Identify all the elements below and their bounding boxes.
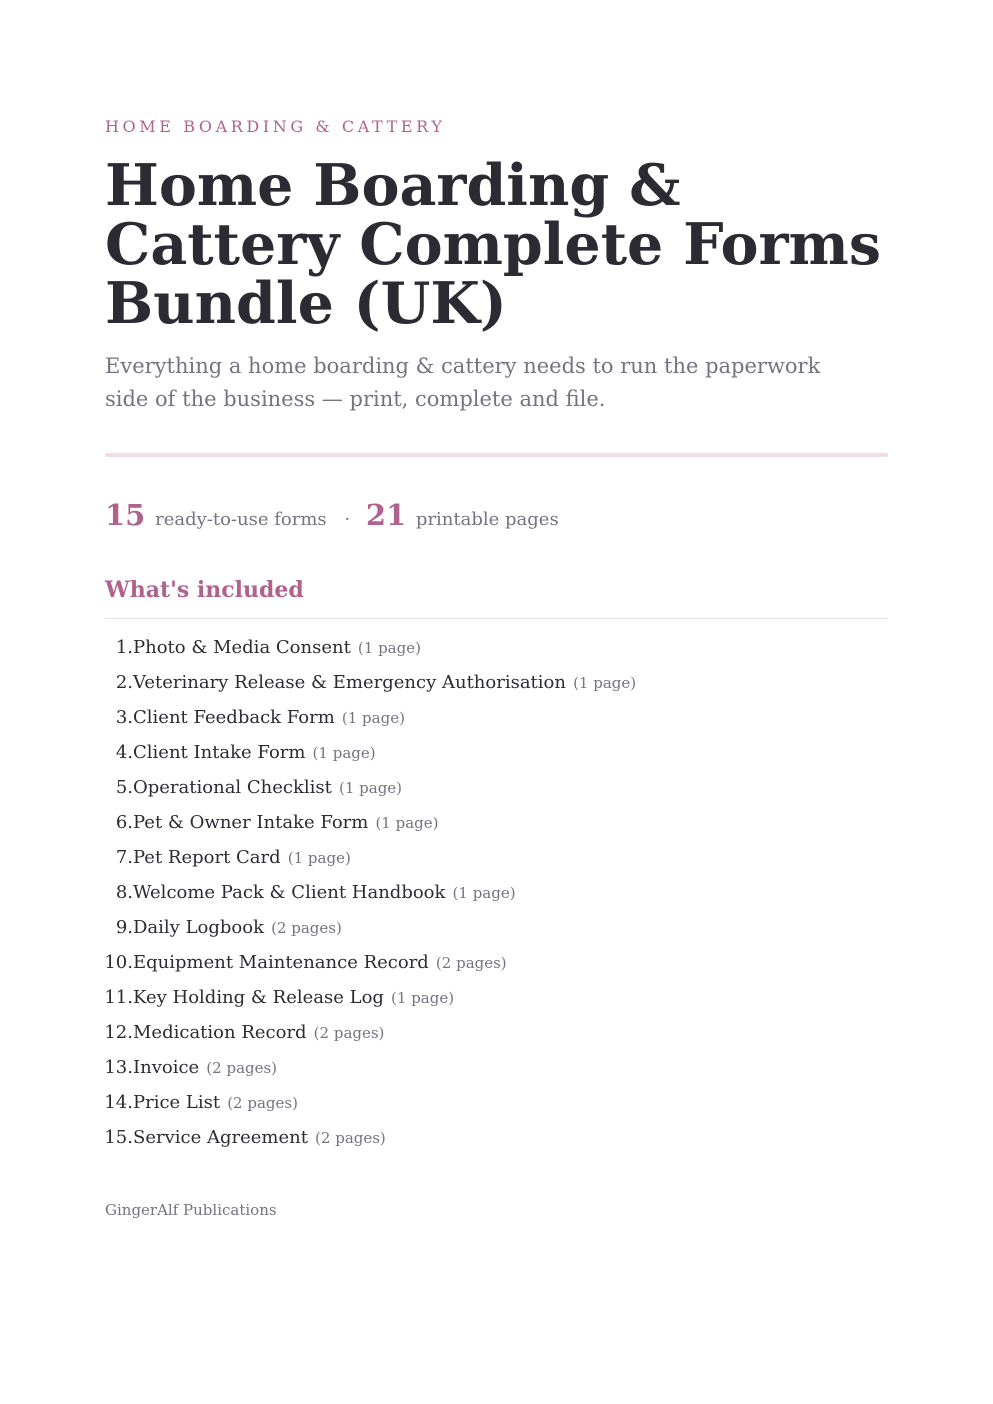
list-item [105, 947, 636, 982]
item-number: 3. [115, 707, 133, 728]
list-item [105, 667, 636, 702]
item-number: 5. [115, 777, 133, 798]
list-item [105, 1122, 636, 1157]
forms-count: 15 [105, 498, 146, 532]
list-item [105, 842, 636, 877]
list-item [105, 982, 636, 1017]
item-name: Pet Report Card [133, 847, 281, 868]
item-name: Client Feedback Form [133, 707, 335, 728]
item-number: 2. [115, 672, 133, 693]
item-number: 6. [115, 812, 133, 833]
item-pages: (2 pages) [313, 1024, 385, 1042]
item-number: 12. [104, 1022, 133, 1043]
item-name: Veterinary Release & Emergency Authorisation [133, 672, 566, 693]
item-pages: (2 pages) [206, 1059, 278, 1077]
page-subtitle: Everything a home boarding & cattery needs to run the paperwork side of the business — print, complete and file. [105, 354, 821, 411]
item-pages: (1 page) [452, 884, 516, 902]
item-name: Service Agreement [133, 1127, 308, 1148]
forms-label: ready-to-use forms [155, 509, 327, 530]
item-number: 9. [115, 917, 133, 938]
item-pages: (1 page) [312, 744, 376, 762]
page-title: Home Boarding & Cattery Complete Forms Bundle (UK) [105, 152, 881, 337]
item-pages: (2 pages) [271, 919, 342, 937]
item-name: Client Intake Form [133, 742, 306, 763]
item-name: Medication Record [133, 1022, 307, 1043]
list-item [105, 1087, 636, 1122]
list-item [105, 702, 636, 737]
item-pages: (2 pages) [227, 1094, 298, 1112]
item-pages: (1 page) [338, 779, 403, 797]
item-name: Photo & Media Consent [133, 637, 351, 658]
accent-divider [105, 453, 888, 457]
item-name: Price List [133, 1092, 221, 1113]
item-pages: (2 pages) [315, 1129, 386, 1147]
item-number: 8. [115, 882, 133, 903]
item-number: 4. [115, 742, 133, 763]
item-pages: (1 page) [391, 989, 455, 1007]
item-pages: (2 pages) [435, 954, 507, 972]
list-item [105, 912, 636, 947]
item-pages: (1 page) [573, 674, 637, 692]
list-item [105, 737, 636, 772]
item-pages: (1 page) [287, 849, 351, 867]
item-name: Operational Checklist [133, 777, 332, 798]
item-name: Key Holding & Release Log [133, 987, 384, 1008]
item-number: 1. [115, 637, 133, 658]
section-divider [105, 618, 888, 619]
item-pages: (1 page) [357, 639, 421, 657]
forms-list [105, 632, 636, 1157]
list-item [105, 1052, 636, 1087]
item-number: 7. [115, 847, 133, 868]
list-item [105, 877, 636, 912]
item-number: 15. [104, 1127, 133, 1148]
item-name: Invoice [133, 1057, 200, 1078]
pages-count: 21 [365, 498, 407, 532]
item-number: 13. [104, 1057, 133, 1078]
item-number: 11. [104, 987, 133, 1008]
item-name: Pet & Owner Intake Form [133, 812, 369, 833]
included-heading: What's included [105, 577, 304, 603]
publisher-footer: GingerAlf Publications [105, 1201, 277, 1219]
item-name: Daily Logbook [133, 917, 264, 938]
list-item [105, 807, 636, 842]
bundle-stats [105, 498, 559, 532]
item-name: Equipment Maintenance Record [133, 952, 429, 973]
item-pages: (1 page) [375, 814, 439, 832]
list-item [105, 1017, 636, 1052]
list-item [105, 772, 636, 807]
category-eyebrow: HOME BOARDING & CATTERY [105, 117, 446, 136]
stats-separator: · [344, 509, 351, 530]
item-number: 10. [104, 952, 133, 973]
item-name: Welcome Pack & Client Handbook [133, 882, 446, 903]
item-number: 14. [104, 1092, 133, 1113]
item-pages: (1 page) [341, 709, 405, 727]
list-item [105, 632, 636, 667]
pages-label: printable pages [415, 509, 559, 530]
